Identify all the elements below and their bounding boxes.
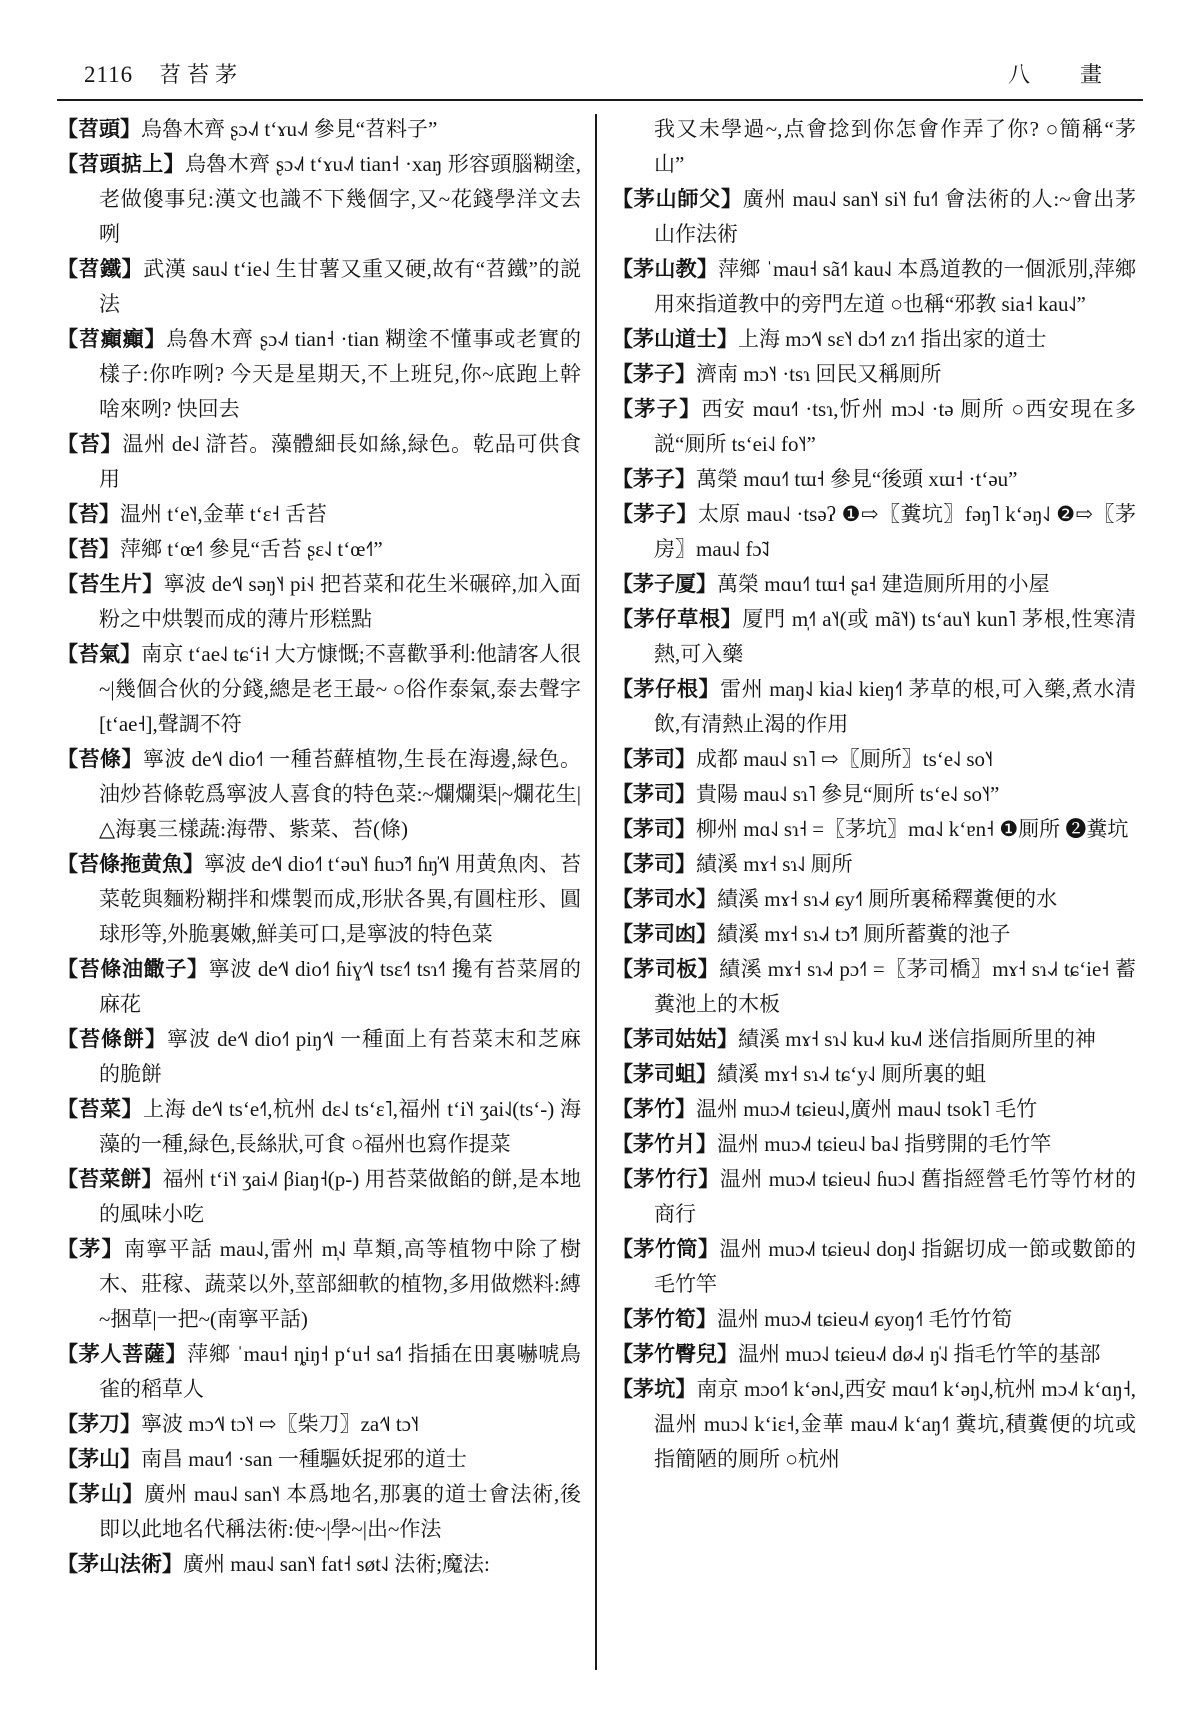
dictionary-entry	[57, 567, 581, 637]
entry-body: 温州 muɔ˨˩˦ tɕieu˨˩ ɦuɔ˨˩ 舊指經營毛竹等竹材的商行	[654, 1167, 1136, 1226]
entry-body: 成都 mau˨˩ sɿ˥ ⇨〖厠所〗tsʻe˨˩ so˥˧	[696, 747, 994, 771]
dictionary-entry	[57, 1022, 581, 1092]
entry-body: 厦門 m̩˧˥ a˥˧(或 mã˥˧) tsʻau˥˧ kun˥ 茅根,性寒清熱,可入藥	[654, 607, 1137, 666]
dictionary-entry	[612, 357, 1136, 392]
entry-body: 温州 muɔ˨˩ tɕieu˨˩˦ dø˨˩˧ ŋ̍˨˩ 指毛竹竿的基部	[738, 1342, 1101, 1366]
entry-body: 寧波 de˧˥˩ dio˧˥ tʻəu˥˧ ɦuɔ̃˧˥ ɦŋ̍˧˥˩ 用黄魚肉、苔菜乾與麵粉糊拌和煠製而成,形狀各異,有圓柱形、圓球形等,外脆裏嫩,鮮美可口,是寧波的特色菜	[99, 852, 581, 946]
entry-headword: 【茅山師父】	[612, 187, 743, 211]
dictionary-entry	[612, 812, 1136, 847]
entry-headword: 【茅山法術】	[57, 1552, 183, 1576]
entry-body: 温州 de˨˩ 滸苔。藻體細長如絲,緑色。乾品可供食用	[99, 432, 582, 491]
dictionary-entry	[57, 1477, 581, 1547]
entry-body: 烏魯木齊 ʂɔ˨˩˦ tian˧ ·tian 糊塗不懂事或老實的樣子:你咋咧? 今天是星期天,不上班兒,你~底跑上幹啥來咧? 快回去	[99, 327, 581, 421]
entry-body: 西安 mɑu˧˥ ·tsɿ,忻州 mɔ˨˩ ·tə 厠所 ○西安現在多説“厠所 tsʻei˨˩ fo˥˧”	[654, 397, 1137, 456]
entry-headword: 【茅子】	[612, 467, 696, 491]
left-column	[57, 112, 581, 1694]
dictionary-entry	[612, 882, 1136, 917]
entry-body: 廣州 mau˨˩ san˥˧ 本爲地名,那裏的道士會法術,後即以此地名代稱法術:使~|學~|出~作法	[99, 1482, 582, 1541]
dictionary-entry	[612, 1127, 1136, 1162]
entry-body: 績溪 mɤ˧ sɿ˨˩ 厠所	[696, 852, 853, 876]
dictionary-entry	[612, 567, 1136, 602]
entry-headword: 【苔條】	[57, 747, 143, 771]
entry-headword: 【茅子】	[612, 362, 696, 386]
entry-headword: 【茅山教】	[612, 257, 719, 281]
entry-headword: 【茅竹爿】	[612, 1132, 717, 1156]
dictionary-entry	[57, 952, 581, 1022]
entry-body: 柳州 mɑ˨˩ sɿ˧ =〖茅坑〗mɑ˨˩ kʻɐn˧ ❶厠所 ❷糞坑	[696, 817, 1129, 841]
dictionary-entry	[57, 1337, 581, 1407]
entry-headword: 【苔】	[57, 537, 120, 561]
entry-body: 雷州 maŋ˨˩ kia˨˩ kieŋ˧˥ 茅草的根,可入藥,煮水清飲,有清熱止渴的作用	[654, 677, 1137, 736]
entry-headword: 【茅司蛆】	[612, 1062, 717, 1086]
entry-headword: 【茅山道士】	[612, 327, 738, 351]
entry-headword: 【茅竹筒】	[612, 1237, 720, 1261]
entry-headword: 【茅子厦】	[612, 572, 717, 596]
entry-body: 寧波 de˧˥˩ səŋ˥˧ pi˧˨ 把苔菜和花生米碾碎,加入面粉之中烘製而成的薄片形糕點	[99, 572, 581, 631]
entry-headword: 【苔條餅】	[57, 1027, 167, 1051]
entry-headword: 【苔】	[57, 432, 123, 456]
entry-headword: 【茅司】	[612, 817, 696, 841]
entry-body: 萍鄉 ˈmau˧ sã˧˥ kau˨˩ 本爲道教的一個派別,萍鄉用來指道教中的旁門左道 ○也稱“邪教 sia˧ kau˨˩”	[654, 257, 1136, 316]
entry-body: 萬榮 mɑu˧˥ tɯ˧ ʂa˧ 建造厠所用的小屋	[717, 572, 1050, 596]
entry-body: 南昌 mau˧˥ ·san 一種驅妖捉邪的道士	[141, 1447, 467, 1471]
entry-body: 績溪 mɤ˧ sɿ˨˩˧ tɔ̃˧˥ 厠所蓄糞的池子	[717, 922, 1011, 946]
dictionary-entry	[57, 637, 581, 742]
entry-body: 寧波 mɔ˧˥˩ tɔ˥˧ ⇨〖柴刀〗za˧˥˩ tɔ˥˧	[141, 1412, 420, 1436]
dictionary-entry	[57, 1442, 581, 1477]
dictionary-entry	[612, 1022, 1136, 1057]
entry-headword: 【苔菜餅】	[57, 1167, 163, 1191]
entry-body: 温州 muɔ˨˩˦ tɕieu˨˩,廣州 mau˨˩ tsok˥ 毛竹	[696, 1097, 1038, 1121]
dictionary-entry	[612, 917, 1136, 952]
entry-body: 温州 muɔ˨˩˦ tɕieu˨˩ doŋ˨˩ 指鋸切成一節或數節的毛竹竿	[654, 1237, 1136, 1296]
dictionary-entry	[612, 672, 1136, 742]
dictionary-entry	[57, 497, 581, 532]
dictionary-entry	[57, 532, 581, 567]
entry-headword: 【苔條拖黄魚】	[57, 852, 205, 876]
dictionary-entry	[612, 602, 1136, 672]
entry-headword: 【茅山】	[57, 1447, 141, 1471]
dictionary-entry	[57, 147, 581, 252]
entry-body: 福州 tʻi˥˧ ʒai˨˩˦ βiaŋ˧(p-) 用苔菜做餡的餅,是本地的風味小吃	[99, 1167, 581, 1226]
entry-body: 績溪 mɤ˧ sɿ˨˩ ku˨˩˧ ku˨˩˥ 迷信指厠所里的神	[738, 1027, 1096, 1051]
entry-body: 上海 mɔ˧˥˩ sɛ˥˧ dɔ˧˥ zɿ˧˥ 指出家的道士	[738, 327, 1047, 351]
entry-headword: 【茅司水】	[612, 887, 717, 911]
entry-body: 績溪 mɤ˧ sɿ˨˩˧ pɔ˧˥ =〖茅司橋〗mɤ˧ sɿ˨˩˧ tɕʻie˧ 蓄糞池上的木板	[654, 957, 1136, 1016]
dictionary-entry	[612, 1092, 1136, 1127]
right-column	[612, 112, 1136, 1694]
page-header	[84, 58, 1116, 89]
entry-headword: 【茅子】	[612, 397, 702, 421]
dictionary-entry	[612, 392, 1136, 462]
entry-body: 上海 de˧˥˩ tsʻe˧˥,杭州 dɛ˨˩ tsʻɛ˥,福州 tʻi˥˧ ʒai˨˩(tsʻ-) 海藻的一種,緑色,長絲狀,可食 ○福州也寫作提菜	[99, 1097, 582, 1156]
column-divider	[595, 114, 597, 1670]
entry-headword: 【苕頭掂上】	[57, 152, 185, 176]
entry-headword: 【茅司】	[612, 747, 696, 771]
entry-body: 温州 tʻe˥˧,金華 tʻɛ˧ 舌苔	[120, 502, 327, 526]
dictionary-entry	[612, 742, 1136, 777]
entry-headword: 【茅司姑姑】	[612, 1027, 738, 1051]
dictionary-entry	[612, 777, 1136, 812]
entry-body: 我又未學過~,点會捻到你怎會作弄了你? ○簡稱“茅山”	[654, 117, 1136, 176]
dictionary-entry	[612, 322, 1136, 357]
dictionary-entry	[57, 427, 581, 497]
dictionary-entry	[612, 1372, 1136, 1477]
entry-body: 廣州 mau˨˩ san˥˧ si˥˧ fu˧˥ 會法術的人:~會出茅山作法術	[654, 187, 1137, 246]
entry-headword: 【苕癲癲】	[57, 327, 167, 351]
entry-body: 温州 muɔ˨˩˦ tɕieu˨˩˦ ɕyoŋ˧˥ 毛竹竹筍	[717, 1307, 1013, 1331]
entry-headword: 【苕頭】	[57, 117, 141, 141]
page-number: 2116	[84, 62, 134, 87]
entry-headword: 【茅司板】	[612, 957, 720, 981]
entry-body: 貴陽 mau˨˩ sɿ˥ 參見“厠所 tsʻe˨˩ so˥˧”	[696, 782, 1000, 806]
dictionary-entry	[612, 462, 1136, 497]
dictionary-entry	[57, 252, 581, 322]
entry-headword: 【茅竹臀兒】	[612, 1342, 738, 1366]
entry-headword: 【茅人菩薩】	[57, 1342, 188, 1366]
entry-headword: 【茅司】	[612, 852, 696, 876]
entry-headword: 【茅仔根】	[612, 677, 721, 701]
entry-body: 温州 muɔ˨˩˦ tɕieu˨˩ ba˨˩ 指劈開的毛竹竿	[717, 1132, 1052, 1156]
entry-body: 南京 tʻae˨˩ tɕʻi˧ 大方慷慨;不喜歡爭利:他請客人很~|幾個合伙的分錢,總是老王最~ ○俗作泰氣,泰去聲字[tʻae˧],聲調不符	[99, 642, 582, 736]
entry-body: 太原 mau˨˩ ·tsəʔ ❶⇨〖糞坑〗fəŋ˥ kʻəŋ˨˩ ❷⇨〖茅房〗mau˨˩ fɔ̃˨˩	[654, 502, 1137, 561]
header-left	[84, 58, 243, 89]
entry-body: 廣州 mau˨˩ san˥˧ fat˧ søt˨˩ 法術;魔法:	[183, 1552, 490, 1576]
entry-body: 南京 mɔo˧˥ kʻən˨˩,西安 mɑu˧˥ kʻəŋ˨˩,杭州 mɔ˨˩˦ kʻɑŋ˧,温州 muɔ˨˩ kʻiɛ˧,金華 mau˨˩˦ kʻaŋ˧˥ 糞坑,積糞便的坑或指簡陋的厠所 ○杭州	[654, 1377, 1137, 1471]
entry-headword: 【苔】	[57, 502, 120, 526]
dictionary-entry	[612, 847, 1136, 882]
entry-body: 績溪 mɤ˧ sɿ˨˩˧ ɕy˧˥ 厠所裏稀釋糞便的水	[717, 887, 1058, 911]
dictionary-entry	[57, 1407, 581, 1442]
stroke-count-section: 八 畫	[1007, 62, 1116, 87]
dictionary-entry	[57, 1547, 581, 1582]
dictionary-entry	[612, 1302, 1136, 1337]
dictionary-entry	[57, 1162, 581, 1232]
entry-headword: 【茅刀】	[57, 1412, 141, 1436]
dictionary-entry	[57, 742, 581, 847]
entry-body: 萍鄉 ˈmau˧ ȵiŋ˧ pʻu˧ sa˧˥ 指插在田裏嚇唬鳥雀的稻草人	[99, 1342, 582, 1401]
entry-headword: 【苔生片】	[57, 572, 164, 596]
dictionary-entry	[57, 1092, 581, 1162]
entry-headword: 【茅司凼】	[612, 922, 717, 946]
dictionary-entry	[57, 112, 581, 147]
entry-headword: 【苕鐵】	[57, 257, 144, 281]
dictionary-entry	[612, 182, 1136, 252]
dictionary-entry	[57, 1232, 581, 1337]
dictionary-entry	[612, 952, 1136, 1022]
entry-continuation	[612, 112, 1136, 182]
dictionary-entry	[57, 322, 581, 427]
entry-headword: 【茅竹筍】	[612, 1307, 717, 1331]
entry-body: 武漢 sau˨˩ tʻie˨˩ 生甘薯又重又硬,故有“苕鐵”的説法	[99, 257, 581, 316]
entry-headword: 【苔氣】	[57, 642, 142, 666]
entry-body: 萍鄉 tʻœ˧˥ 參見“舌苔 ʂɛ˨˩ tʻœ˧˥”	[120, 537, 383, 561]
entry-headword: 【茅竹】	[612, 1097, 696, 1121]
entry-headword: 【茅山】	[57, 1482, 145, 1506]
dictionary-entry	[612, 1232, 1136, 1302]
entry-headword: 【茅坑】	[612, 1377, 697, 1401]
dictionary-entry	[612, 1057, 1136, 1092]
dictionary-entry	[612, 252, 1136, 322]
entry-body: 烏魯木齊 ʂɔ˨˩˦ tʻɤu˨˩˦ tian˧ ·xaŋ 形容頭腦糊塗,老做傻事兒:漢文也識不下幾個字,又~花錢學洋文去咧	[99, 152, 582, 246]
entry-body: 烏魯木齊 ʂɔ˨˩˦ tʻɤu˨˩˦ 參見“苕料子”	[141, 117, 438, 141]
text-columns	[57, 112, 1143, 1694]
entry-body: 寧波 de˧˥˩ dio˧˥ ɦiɣ˧˥˩ tsɛ˧˥ tsɿ˧˥ 攙有苔菜屑的麻花	[99, 957, 582, 1016]
dictionary-entry	[57, 847, 581, 952]
entry-headword: 【茅子】	[612, 502, 698, 526]
entry-headword: 【茅司】	[612, 782, 696, 806]
entry-body: 寧波 de˧˥˩ dio˧˥ piŋ˧˥˩ 一種面上有苔菜末和芝麻的脆餅	[99, 1027, 581, 1086]
entry-headword: 【茅】	[57, 1237, 124, 1261]
dictionary-entry	[612, 497, 1136, 567]
entry-headword: 【苔菜】	[57, 1097, 144, 1121]
entry-body: 寧波 de˧˥˩ dio˧˥ 一種苔蘚植物,生長在海邊,緑色。油炒苔條乾爲寧波人喜食的特色菜:~爛爛渠|~爛花生|△海裏三樣蔬:海帶、紫菜、苔(條)	[99, 747, 582, 841]
guide-characters: 苕苔茅	[159, 62, 244, 87]
entry-headword: 【茅竹行】	[612, 1167, 720, 1191]
header-rule	[57, 99, 1143, 101]
entry-body: 南寧平話 mau˨˩,雷州 m̩˨˩ 草類,高等植物中除了樹木、莊稼、蔬菜以外,莖部細軟的植物,多用做燃料:縛~捆草|一把~(南寧平話)	[99, 1237, 581, 1331]
dictionary-entry	[612, 1337, 1136, 1372]
dictionary-entry	[612, 1162, 1136, 1232]
entry-body: 萬榮 mɑu˧˥ tɯ˧ 參見“後頭 xɯ˧ ·tʻəu”	[696, 467, 1018, 491]
entry-body: 濟南 mɔ˥˧ ·tsɿ 回民又稱厠所	[696, 362, 942, 386]
entry-body: 績溪 mɤ˧ sɿ˨˩˧ tɕʻy˨˩ 厠所裏的蛆	[717, 1062, 986, 1086]
entry-headword: 【苔條油饊子】	[57, 957, 209, 981]
entry-headword: 【茅仔草根】	[612, 607, 743, 631]
